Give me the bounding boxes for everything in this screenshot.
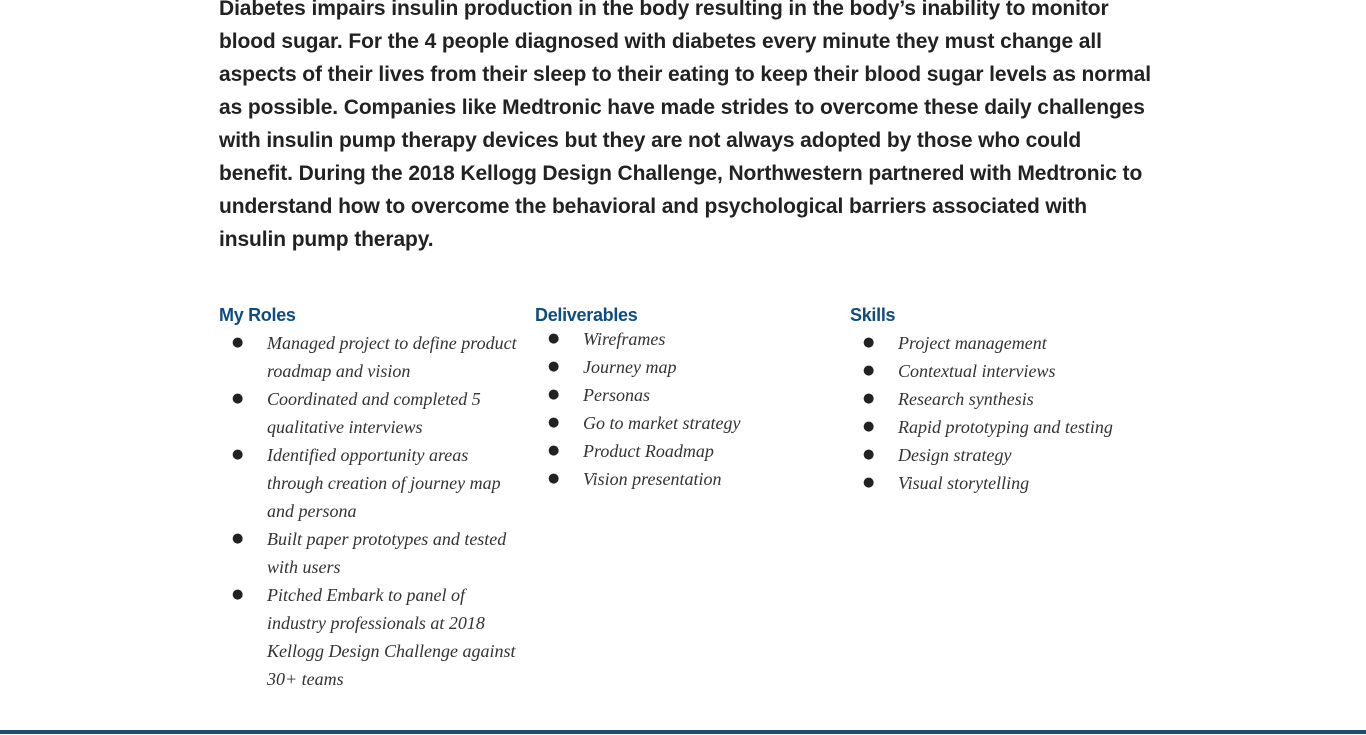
list-item (219, 385, 524, 441)
list-item (850, 469, 1160, 497)
bullet-icon: ● (863, 447, 875, 462)
list-item-text: Identified opportunity areas through creation of journey map and persona (267, 445, 501, 521)
list-item (535, 381, 835, 409)
my-roles-list (219, 329, 524, 693)
list-item-text: Contextual interviews (898, 361, 1056, 381)
list-item-text: Personas (583, 385, 650, 405)
list-item-text: Go to market strategy (583, 413, 741, 433)
list-item (850, 329, 1160, 357)
list-item (535, 325, 835, 353)
list-item (219, 441, 524, 525)
bullet-icon: ● (232, 531, 244, 546)
bullet-icon: ● (548, 471, 560, 486)
bullet-icon: ● (548, 387, 560, 402)
list-item (535, 409, 835, 437)
list-item (850, 385, 1160, 413)
deliverables-list (535, 325, 835, 493)
bullet-icon: ● (548, 331, 560, 346)
bullet-icon: ● (863, 335, 875, 350)
list-item (219, 525, 524, 581)
list-item-text: Pitched Embark to panel of industry professionals at 2018 Kellogg Design Challenge against 30+ teams (267, 585, 516, 689)
list-item-text: Coordinated and completed 5 qualitative interviews (267, 389, 481, 437)
list-item (850, 441, 1160, 469)
footer-divider (0, 730, 1366, 734)
list-item-text: Visual storytelling (898, 473, 1030, 493)
list-item (219, 329, 524, 385)
list-item-text: Product Roadmap (583, 441, 714, 461)
list-item-text: Design strategy (898, 445, 1012, 465)
bullet-icon: ● (863, 419, 875, 434)
list-item-text: Managed project to define product roadmap and vision (267, 333, 517, 381)
bullet-icon: ● (863, 391, 875, 406)
list-item (535, 437, 835, 465)
bullet-icon: ● (548, 443, 560, 458)
bullet-icon: ● (232, 447, 244, 462)
list-item-text: Built paper prototypes and tested with users (267, 529, 507, 577)
bullet-icon: ● (232, 587, 244, 602)
list-item-text: Rapid prototyping and testing (898, 417, 1113, 437)
list-item-text: Wireframes (583, 329, 666, 349)
my-roles-section (219, 301, 524, 693)
list-item (219, 581, 524, 693)
bullet-icon: ● (232, 335, 244, 350)
bullet-icon: ● (548, 359, 560, 374)
list-item (535, 353, 835, 381)
skills-heading: Skills (850, 305, 896, 325)
deliverables-heading: Deliverables (535, 305, 638, 325)
my-roles-heading: My Roles (219, 305, 296, 325)
list-item-text: Project management (898, 333, 1047, 353)
bullet-icon: ● (863, 475, 875, 490)
list-item-text: Vision presentation (583, 469, 722, 489)
list-item (850, 357, 1160, 385)
bullet-icon: ● (863, 363, 875, 378)
skills-section (850, 301, 1160, 497)
bullet-icon: ● (232, 391, 244, 406)
deliverables-section (535, 301, 835, 493)
list-item-text: Research synthesis (898, 389, 1034, 409)
bullet-icon: ● (548, 415, 560, 430)
list-item (535, 465, 835, 493)
list-item-text: Journey map (583, 357, 677, 377)
skills-list (850, 329, 1160, 497)
intro-paragraph: Diabetes impairs insulin production in the body resulting in the body’s inability to monitor blood sugar. For the 4 people diagnosed with diabetes every minute they must change all aspects of their lives from their sleep to their eating to keep their blood sugar levels as normal as possible. Companies like Medtronic have made strides to overcome these daily challenges with insulin pump therapy devices but they are not always adopted by those who could benefit. During the 2018 Kellogg Design Challenge, Northwestern partnered with Medtronic to understand how to overcome the behavioral and psychological barriers associated with insulin pump therapy. (219, 0, 1151, 251)
list-item (850, 413, 1160, 441)
